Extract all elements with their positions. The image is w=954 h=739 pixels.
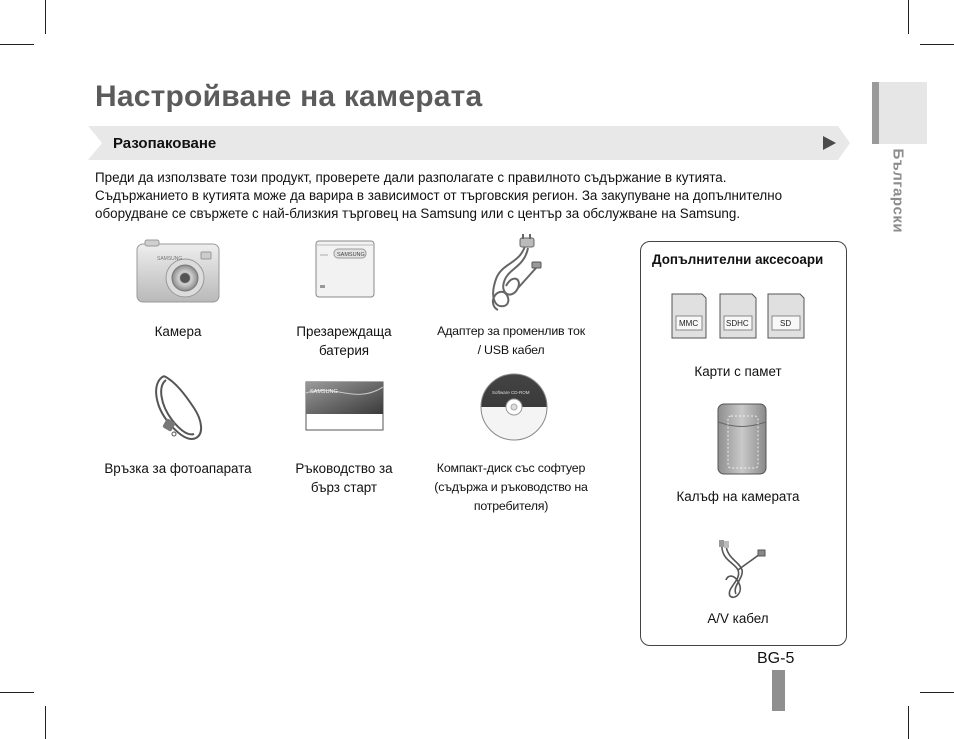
battery-icon xyxy=(314,237,376,299)
manual-icon xyxy=(305,381,385,433)
memory-cards-icon xyxy=(670,292,810,340)
language-tab xyxy=(872,82,927,144)
crop-mark xyxy=(908,706,909,739)
page-title: Настройване на камерата xyxy=(95,80,483,113)
caption-line: (съдържа и ръководство на xyxy=(434,480,588,494)
caption-line: Ръководство за xyxy=(295,461,393,476)
caption-line: потребителя) xyxy=(473,499,549,513)
mmc-card xyxy=(672,294,706,338)
crop-mark xyxy=(920,692,954,693)
sdhc-label: SDHC xyxy=(726,319,749,328)
caption-line: Презареждаща xyxy=(296,324,392,339)
language-tab-label: Български xyxy=(889,148,907,234)
av-cable-icon xyxy=(712,540,768,600)
language-tab-stripe xyxy=(872,82,879,144)
crop-mark xyxy=(45,706,46,739)
sdhc-card xyxy=(720,294,756,338)
battery-brand-text: SAMSUNG xyxy=(337,252,365,258)
optional-accessories-title: Допълнителни аксесоари xyxy=(652,252,824,267)
memory-cards-caption: Карти с памет xyxy=(694,364,782,379)
camera-caption xyxy=(118,322,238,341)
caption-line: Връзка за фотоапарата xyxy=(104,461,252,476)
crop-mark xyxy=(45,0,46,34)
adapter-caption xyxy=(420,322,602,360)
camera-case-caption: Калъф на камерата xyxy=(676,489,800,504)
cd-label-text: Software CD-ROM xyxy=(492,390,530,395)
battery-caption xyxy=(280,322,408,360)
manual-caption xyxy=(280,459,408,497)
page-number: BG-5 xyxy=(757,650,795,667)
mmc-label: MMC xyxy=(679,319,699,328)
cd-icon xyxy=(479,372,549,442)
camera-brand-text: SAMSUNG xyxy=(157,256,183,262)
page-number-tab xyxy=(772,670,785,711)
intro-line: оборудване се свържете с най-близкия търговец на Samsung или с център за обслужване на Samsung. xyxy=(95,206,741,221)
crop-mark xyxy=(908,0,909,34)
section-title: Разопаковане xyxy=(113,135,217,152)
caption-line: батерия xyxy=(318,343,370,358)
caption-line: Компакт-диск със софтуер xyxy=(436,461,586,475)
sd-card xyxy=(768,294,804,338)
intro-line: Съдържанието в кутията може да варира в зависимост от търговския регион. За закупуване на допълнително xyxy=(95,188,783,203)
caption-line: бърз старт xyxy=(310,480,378,495)
cd-caption xyxy=(420,459,602,516)
intro-text xyxy=(95,169,835,223)
adapter-cable-icon xyxy=(482,234,548,314)
crop-mark xyxy=(0,44,34,45)
camera-icon xyxy=(135,238,221,304)
caption-line: Камера xyxy=(154,324,202,339)
crop-mark xyxy=(920,44,954,45)
strap-icon xyxy=(148,372,210,442)
manual-brand-text: SAMSUNG xyxy=(310,389,338,395)
intro-line: Преди да използвате този продукт, проверете дали разполагате с правилното съдържание в кутията. xyxy=(95,170,727,185)
sd-label: SD xyxy=(780,319,792,328)
caption-line: / USB кабел xyxy=(477,343,545,357)
crop-mark xyxy=(0,692,34,693)
av-cable-caption: A/V кабел xyxy=(707,611,769,626)
strap-caption xyxy=(92,459,264,478)
caption-line: Адаптер за променлив ток xyxy=(437,324,585,338)
camera-case-icon xyxy=(716,402,768,476)
